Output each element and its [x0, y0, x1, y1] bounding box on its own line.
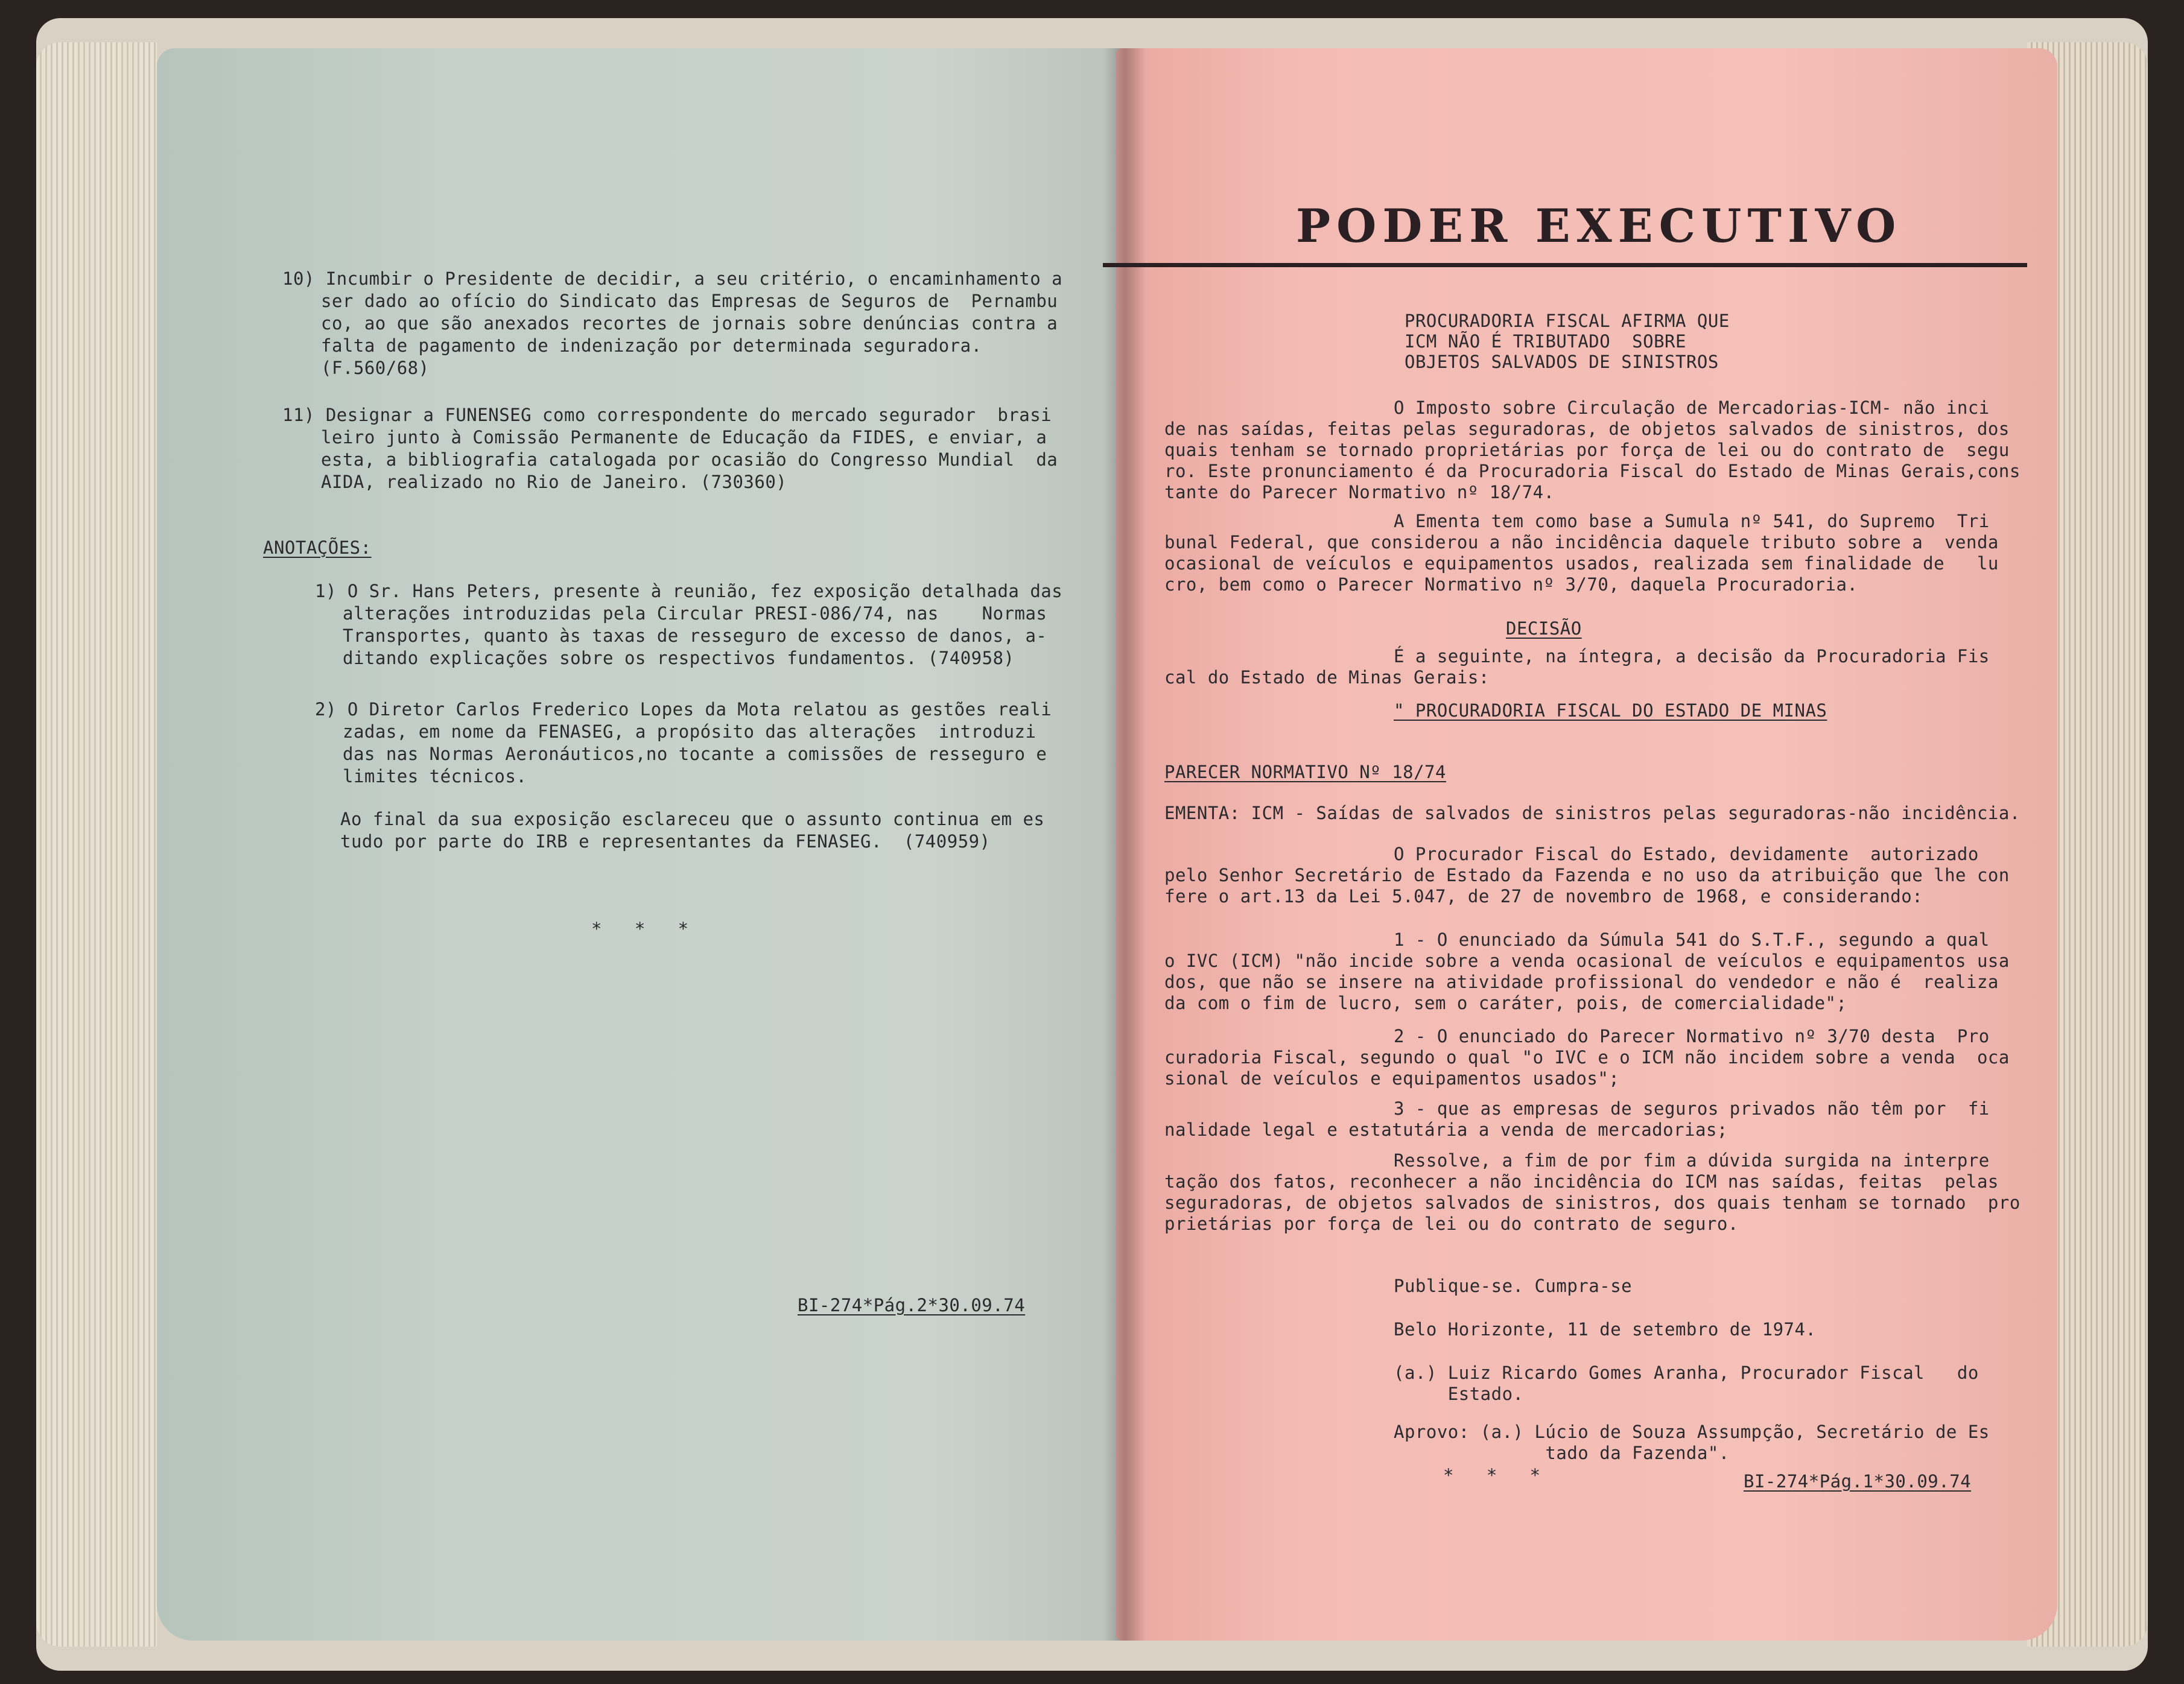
paragraph-2-line-3: ocasional de veículos e equipamentos usados, realizada sem finalidade de lu [1164, 553, 1999, 574]
paragraph-2-line-2: bunal Federal, que considerou a não incidência daquele tributo sobre a venda [1164, 532, 1999, 552]
headline-line-1: PROCURADORIA FISCAL AFIRMA QUE [1405, 311, 1730, 331]
headline-line-2: ICM NÃO É TRIBUTADO SOBRE [1405, 331, 1686, 352]
left-page-edges [36, 42, 157, 1647]
approval-line-2: tado da Fazenda". [1394, 1443, 1730, 1463]
item-11-line-4: AIDA, realizado no Rio de Janeiro. (730360) [321, 472, 787, 492]
consideration-2-line-1: 2 - O enunciado do Parecer Normativo nº 3/70 desta Pro [1394, 1026, 1990, 1046]
item-10-line-3: co, ao que são anexados recortes de jornais sobre denúncias contra a [321, 313, 1058, 334]
annotation-1-line-2: alterações introduzidas pela Circular PRESI-086/74, nas Normas [343, 603, 1047, 624]
annotation-1-line-3: Transportes, quanto às taxas de resseguro de excesso de danos, a- [343, 625, 1047, 646]
resolution-line-3: seguradoras, de objetos salvados de sinistros, dos quais tenham se tornado pro [1164, 1192, 2021, 1213]
annotation-1-line-1: 1) O Sr. Hans Peters, presente à reunião, fez exposição detalhada das [315, 581, 1063, 601]
resolution-line-2: tação dos fatos, reconhecer a não incidência do ICM nas saídas, feitas pelas [1164, 1171, 1999, 1192]
left-page-footer: BI-274*Pág.2*30.09.74 [798, 1295, 1026, 1315]
paragraph-1-line-1: O Imposto sobre Circulação de Mercadorias-ICM- não inci [1394, 397, 1990, 418]
annotation-2-continued-line-1: Ao final da sua exposição esclareceu que o assunto continua em es [340, 809, 1045, 829]
book-gutter [1104, 48, 1146, 1641]
right-page-footer: BI-274*Pág.1*30.09.74 [1744, 1471, 1972, 1492]
consideration-1-line-2: o IVC (ICM) "não incide sobre a venda ocasional de veículos e equipamentos usa [1164, 951, 2010, 971]
resolution-line-1: Ressolve, a fim de por fim a dúvida surgida na interpre [1394, 1150, 1990, 1171]
title-rule [1103, 263, 2027, 267]
annotation-2-line-4: limites técnicos. [343, 766, 527, 787]
consideration-1-line-3: dos, que não se insere na atividade profissional do vendedor e não é realiza [1164, 972, 1999, 992]
item-11-line-1: 11) Designar a FUNENSEG como correspondente do mercado segurador brasi [282, 405, 1052, 425]
annotations-heading: ANOTAÇÕES: [263, 537, 372, 558]
publish-line: Publique-se. Cumpra-se [1394, 1276, 1633, 1296]
paragraph-1-line-4: ro. Este pronunciamento é da Procuradoria Fiscal do Estado de Minas Gerais,cons [1164, 461, 2021, 481]
item-10-line-4: falta de pagamento de indenização por determinada seguradora. [321, 335, 982, 356]
item-10-line-2: ser dado ao ofício do Sindicato das Empresas de Seguros de Pernambu [321, 291, 1058, 311]
headline-line-3: OBJETOS SALVADOS DE SINISTROS [1405, 352, 1719, 372]
paragraph-3-line-2: cal do Estado de Minas Gerais: [1164, 667, 1490, 688]
annotation-2-line-1: 2) O Diretor Carlos Frederico Lopes da Mota relatou as gestões reali [315, 699, 1052, 720]
page-title: PODER EXECUTIVO [1296, 199, 1902, 253]
paragraph-4-line-2: pelo Senhor Secretário de Estado da Fazenda e no uso da atribuição que lhe con [1164, 865, 2010, 885]
annotation-2-line-3: das nas Normas Aeronáuticos,no tocante a comissões de resseguro e [343, 744, 1047, 764]
paragraph-2-line-1: A Ementa tem como base a Sumula nº 541, do Supremo Tri [1394, 511, 1990, 531]
place-date: Belo Horizonte, 11 de setembro de 1974. [1394, 1319, 1817, 1340]
paragraph-1-line-3: quais tenham se tornado proprietárias por força de lei ou do contrato de segu [1164, 440, 2010, 460]
consideration-3-line-2: nalidade legal e estatutária a venda de mercadorias; [1164, 1119, 1728, 1140]
item-10-line-1: 10) Incumbir o Presidente de decidir, a seu critério, o encaminhamento a [282, 268, 1063, 289]
paragraph-4-line-3: fere o art.13 da Lei 5.047, de 27 de novembro de 1968, e considerando: [1164, 886, 1923, 907]
item-11-line-3: esta, a bibliografia catalogada por ocasião do Congresso Mundial da [321, 449, 1058, 470]
item-11-line-2: leiro junto à Comissão Permanente de Educação da FIDES, e enviar, a [321, 427, 1047, 448]
approval-line-1: Aprovo: (a.) Lúcio de Souza Assumpção, Secretário de Es [1394, 1422, 1990, 1442]
consideration-3-line-1: 3 - que as empresas de seguros privados não têm por fi [1394, 1098, 1990, 1119]
item-10-line-5: (F.560/68) [321, 358, 430, 378]
ementa: EMENTA: ICM - Saídas de salvados de sinistros pelas seguradoras-não incidência. [1164, 803, 2021, 823]
signature-1-line-1: (a.) Luiz Ricardo Gomes Aranha, Procurador Fiscal do [1394, 1363, 1979, 1383]
consideration-1-line-4: da com o fim de lucro, sem o caráter, pois, de comercialidade"; [1164, 993, 1847, 1013]
resolution-line-4: prietárias por força de lei ou do contrato de seguro. [1164, 1214, 1739, 1234]
paragraph-2-line-4: cro, bem como o Parecer Normativo nº 3/70, daquela Procuradoria. [1164, 574, 1858, 595]
decisao-heading: DECISÃO [1506, 618, 1582, 639]
paragraph-3-line-1: É a seguinte, na íntegra, a decisão da Procuradoria Fis [1394, 646, 1990, 666]
consideration-1-line-1: 1 - O enunciado da Súmula 541 do S.T.F., segundo a qual [1394, 929, 1990, 950]
parecer-heading: PARECER NORMATIVO Nº 18/74 [1164, 762, 1446, 782]
section-separator-stars: * * * [591, 919, 689, 939]
quote-heading: " PROCURADORIA FISCAL DO ESTADO DE MINAS [1394, 700, 1827, 721]
paragraph-4-line-1: O Procurador Fiscal do Estado, devidamente autorizado [1394, 844, 1979, 864]
consideration-2-line-2: curadoria Fiscal, segundo o qual "o IVC e o ICM não incidem sobre a venda oca [1164, 1047, 2010, 1068]
paragraph-1-line-5: tante do Parecer Normativo nº 18/74. [1164, 482, 1555, 502]
section-separator-stars: * * * [1443, 1465, 1541, 1486]
consideration-2-line-3: sional de veículos e equipamentos usados"; [1164, 1068, 1620, 1089]
annotation-2-continued-line-2: tudo por parte do IRB e representantes da FENASEG. (740959) [340, 831, 991, 852]
annotation-1-line-4: ditando explicações sobre os respectivos fundamentos. (740958) [343, 648, 1015, 668]
paragraph-1-line-2: de nas saídas, feitas pelas seguradoras, de objetos salvados de sinistros, dos [1164, 419, 2010, 439]
signature-1-line-2: Estado. [1394, 1384, 1524, 1404]
annotation-2-line-2: zadas, em nome da FENASEG, a propósito das alterações introduzi [343, 721, 1036, 742]
